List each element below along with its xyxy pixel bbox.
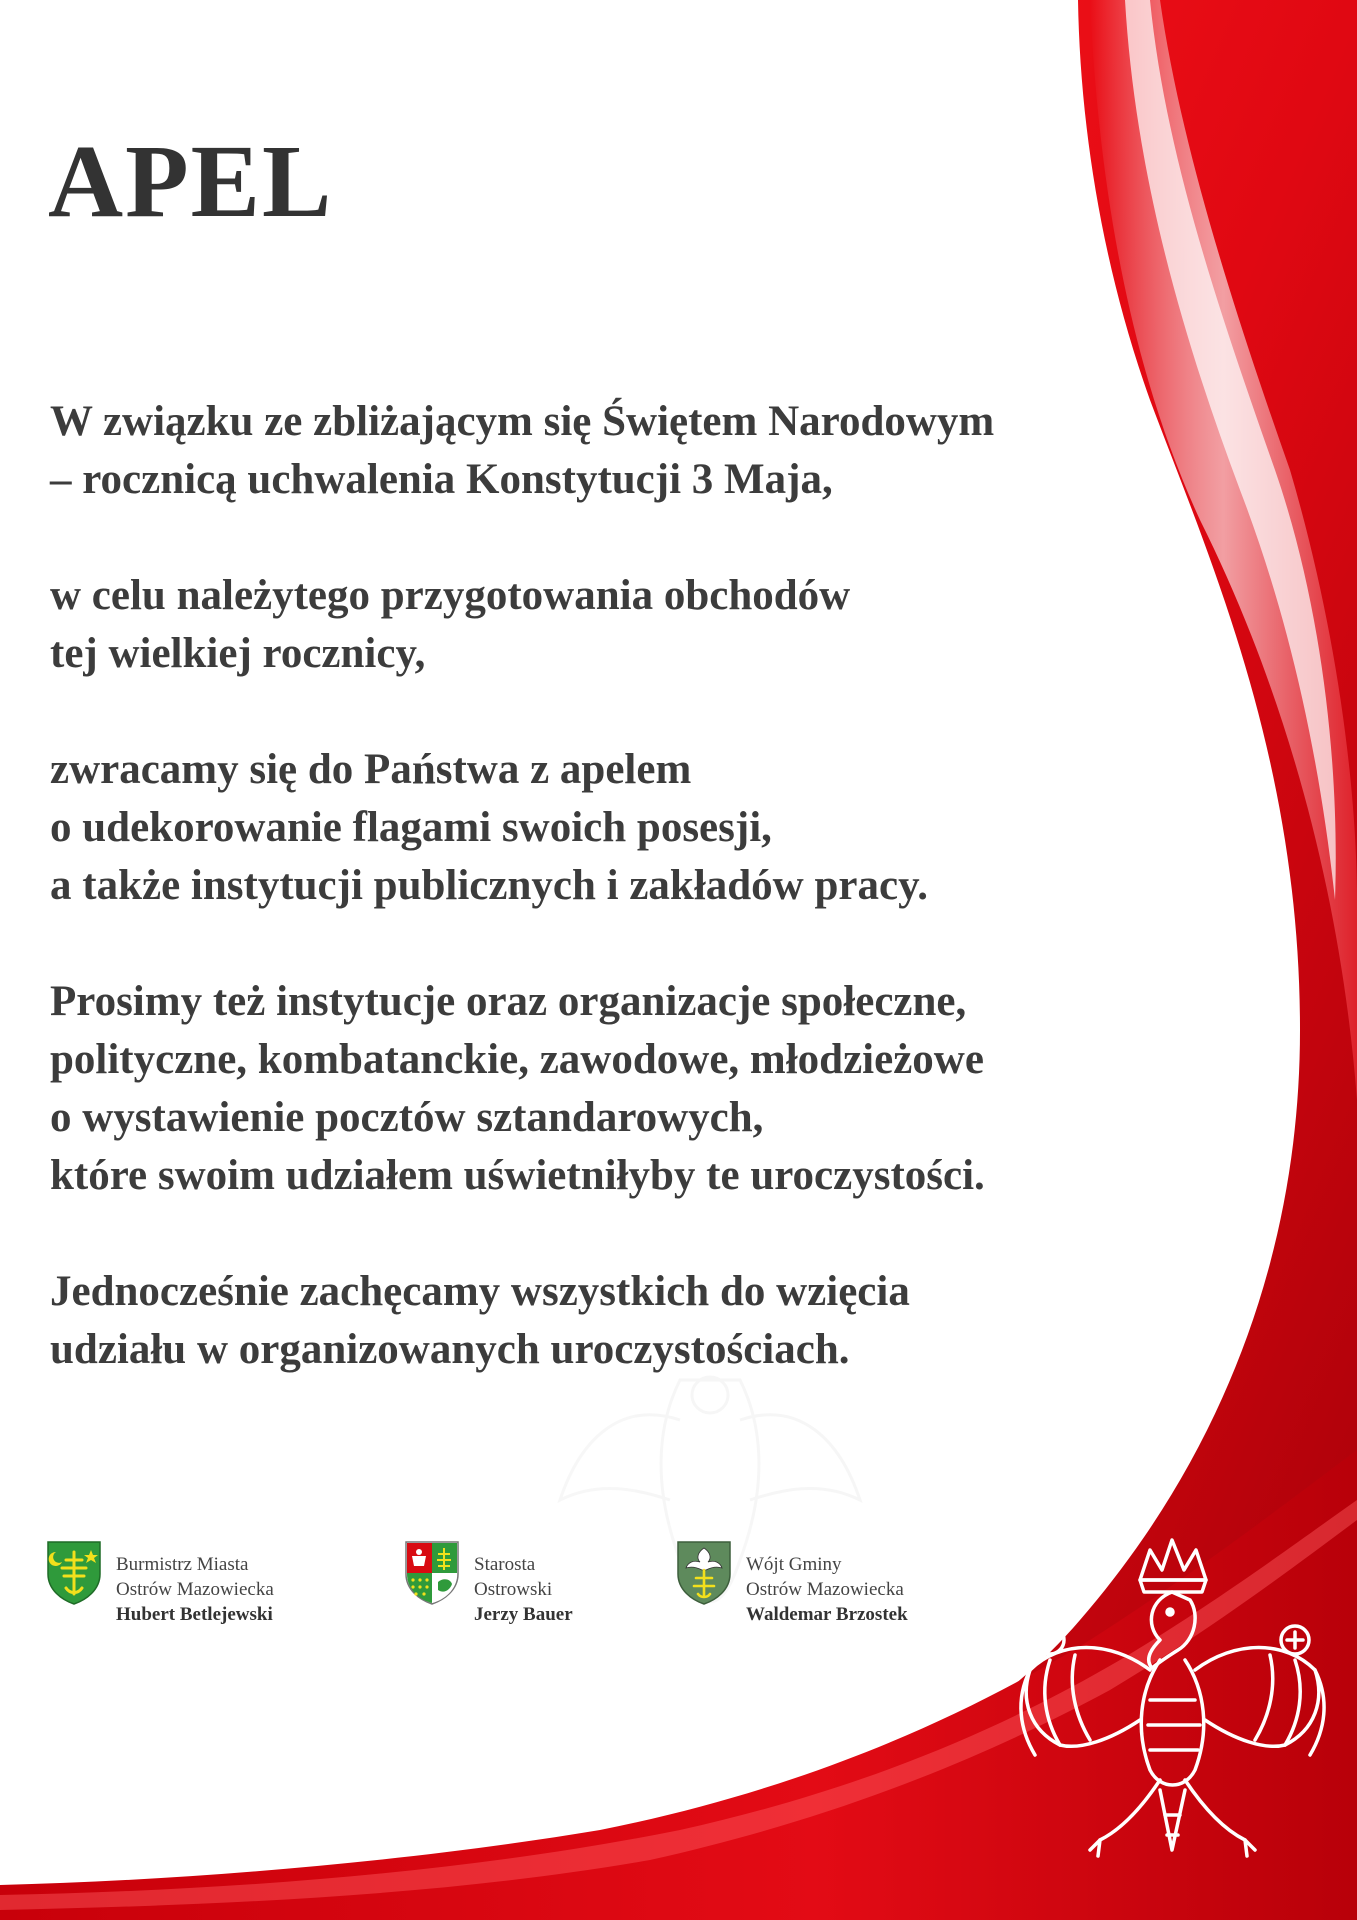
paragraph-5 — [50, 1263, 1250, 1379]
signatory-role: Wójt Gminy — [746, 1554, 842, 1575]
page-title: APEL — [48, 124, 334, 239]
signatory-mayor — [46, 1540, 274, 1627]
paragraph-1 — [50, 393, 1250, 509]
text-line: o udekorowanie flagami swoich posesji, — [50, 804, 772, 851]
text-line: a także instytucji publicznych i zakładów pracy. — [50, 862, 928, 909]
text-line: polityczne, kombatanckie, zawodowe, młodzieżowe — [50, 1036, 984, 1083]
commune-coat-of-arms-icon — [676, 1540, 732, 1606]
appeal-body — [50, 393, 1250, 1437]
signatory-name: Hubert Betlejewski — [116, 1604, 273, 1625]
text-line: w celu należytego przygotowania obchodów — [50, 572, 851, 619]
text-line: W związku ze zbliżającym się Świętem Narodowym — [50, 398, 995, 445]
signatory-text — [116, 1540, 274, 1627]
text-line: zwracamy się do Państwa z apelem — [50, 746, 692, 793]
signatory-office: Ostrów Mazowiecka — [746, 1579, 904, 1600]
signatory-office: Ostrowski — [474, 1579, 553, 1600]
signatory-text — [746, 1540, 908, 1627]
signatory-role: Burmistrz Miasta — [116, 1554, 249, 1575]
signatory-county-head — [404, 1540, 573, 1627]
signatory-role: Starosta — [474, 1554, 536, 1575]
signatory-office: Ostrów Mazowiecka — [116, 1579, 274, 1600]
signatory-name: Jerzy Bauer — [474, 1604, 573, 1625]
text-line: Prosimy też instytucje oraz organizacje społeczne, — [50, 978, 967, 1025]
paragraph-3 — [50, 741, 1250, 915]
text-line: o wystawienie pocztów sztandarowych, — [50, 1094, 764, 1141]
signatory-name: Waldemar Brzostek — [746, 1604, 908, 1625]
city-coat-of-arms-icon — [46, 1540, 102, 1606]
signatory-text — [474, 1540, 573, 1627]
text-line: – rocznicą uchwalenia Konstytucji 3 Maja, — [50, 456, 833, 503]
text-line: udziału w organizowanych uroczystościach. — [50, 1326, 850, 1373]
signatory-commune-head — [676, 1540, 908, 1627]
text-line: tej wielkiej rocznicy, — [50, 630, 426, 677]
text-line: Jednocześnie zachęcamy wszystkich do wzięcia — [50, 1268, 910, 1315]
paragraph-2 — [50, 567, 1250, 683]
paragraph-4 — [50, 973, 1250, 1205]
signatories-row — [46, 1540, 1006, 1650]
county-coat-of-arms-icon — [404, 1540, 460, 1606]
text-line: które swoim udziałem uświetniłyby te uroczystości. — [50, 1152, 985, 1199]
